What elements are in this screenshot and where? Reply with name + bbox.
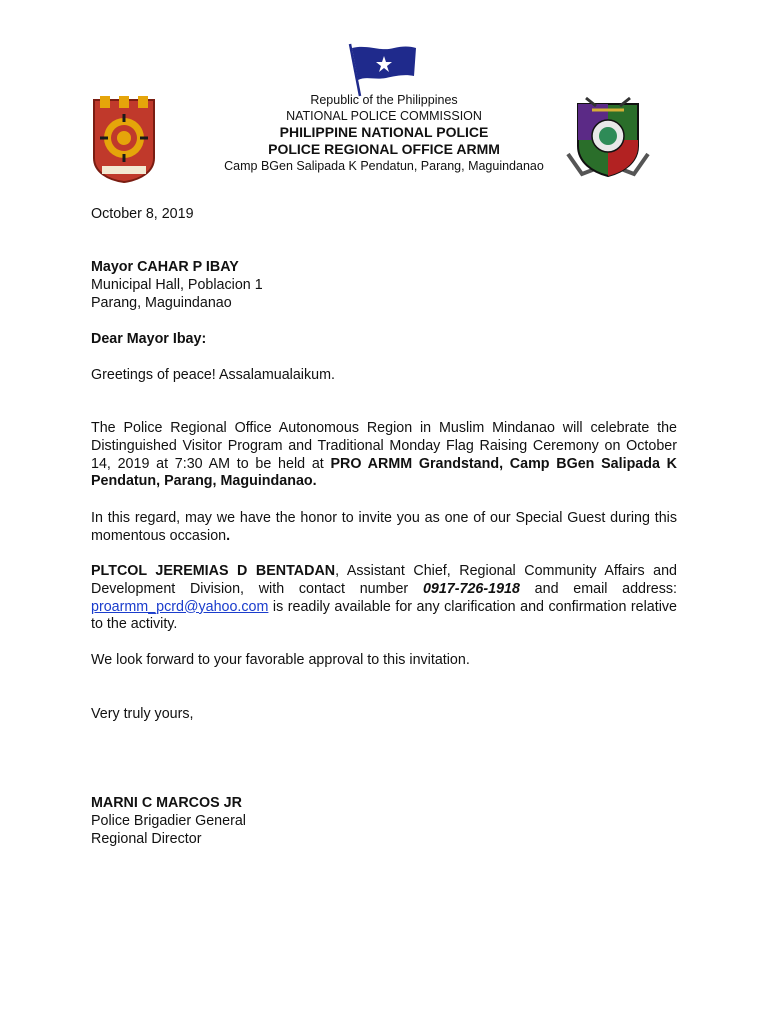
letterhead-napolcom: NATIONAL POLICE COMMISSION xyxy=(286,109,482,123)
flag-icon xyxy=(344,42,420,98)
contact-text-3: is readily available for any clarification and confirmation relative to the activity. xyxy=(91,598,677,633)
recipient-name: Mayor CAHAR P IBAY xyxy=(91,259,239,275)
recipient-address-1: Municipal Hall, Poblacion 1 xyxy=(91,276,263,293)
letterhead-address: Camp BGen Salipada K Pendatun, Parang, Maguindanao xyxy=(224,159,544,173)
signatory-block xyxy=(91,795,677,848)
paragraph-invitation xyxy=(91,510,677,546)
contact-email-link[interactable]: proarmm_pcrd@yahoo.com xyxy=(91,598,269,615)
recipient-block xyxy=(91,259,677,312)
contact-text-1: , Assistant Chief, Regional Community Affairs and Development Division, with contact number xyxy=(91,563,677,597)
paragraph-event xyxy=(91,420,677,491)
paragraph-invitation-text: In this regard, may we have the honor to invite you as one of our Special Guest during this momentous occasion xyxy=(91,510,677,544)
paragraph-approval: We look forward to your favorable approval to this invitation. xyxy=(91,652,470,668)
contact-person-name: PLTCOL JEREMIAS D BENTADAN xyxy=(91,563,336,579)
letterhead-office: POLICE REGIONAL OFFICE ARMM xyxy=(268,141,500,157)
contact-text-2: and email address: xyxy=(519,580,677,597)
signatory-rank: Police Brigadier General xyxy=(91,812,246,829)
salutation: Dear Mayor Ibay: xyxy=(91,331,207,347)
contact-phone: 0917-726-1918 xyxy=(422,580,520,597)
pro-armm-seal-icon xyxy=(562,94,654,186)
paragraph-invitation-end: . xyxy=(226,527,231,544)
greeting: Greetings of peace! Assalamualaikum. xyxy=(91,367,335,383)
letter-date: October 8, 2019 xyxy=(91,206,194,222)
letterhead-republic: Republic of the Philippines xyxy=(310,93,458,107)
pnp-seal-icon xyxy=(90,94,158,184)
closing: Very truly yours, xyxy=(91,706,194,722)
letterhead-pnp: PHILIPPINE NATIONAL POLICE xyxy=(279,124,489,140)
event-venue: PRO ARMM Grandstand, Camp BGen Salipada K Pendatun, Parang, Maguindanao. xyxy=(91,455,677,490)
recipient-address-2: Parang, Maguindanao xyxy=(91,294,232,311)
paragraph-event-text: The Police Regional Office Autonomous Region in Muslim Mindanao will celebrate the Distinguished Visitor Program and Traditional Monday Flag Raising Ceremony on October 14, 2019 at 7:30 AM to be held at xyxy=(91,420,677,472)
signatory-title: Regional Director xyxy=(91,830,202,847)
letterhead xyxy=(200,92,568,174)
paragraph-contact xyxy=(91,563,677,634)
signatory-name: MARNI C MARCOS JR xyxy=(91,795,242,811)
